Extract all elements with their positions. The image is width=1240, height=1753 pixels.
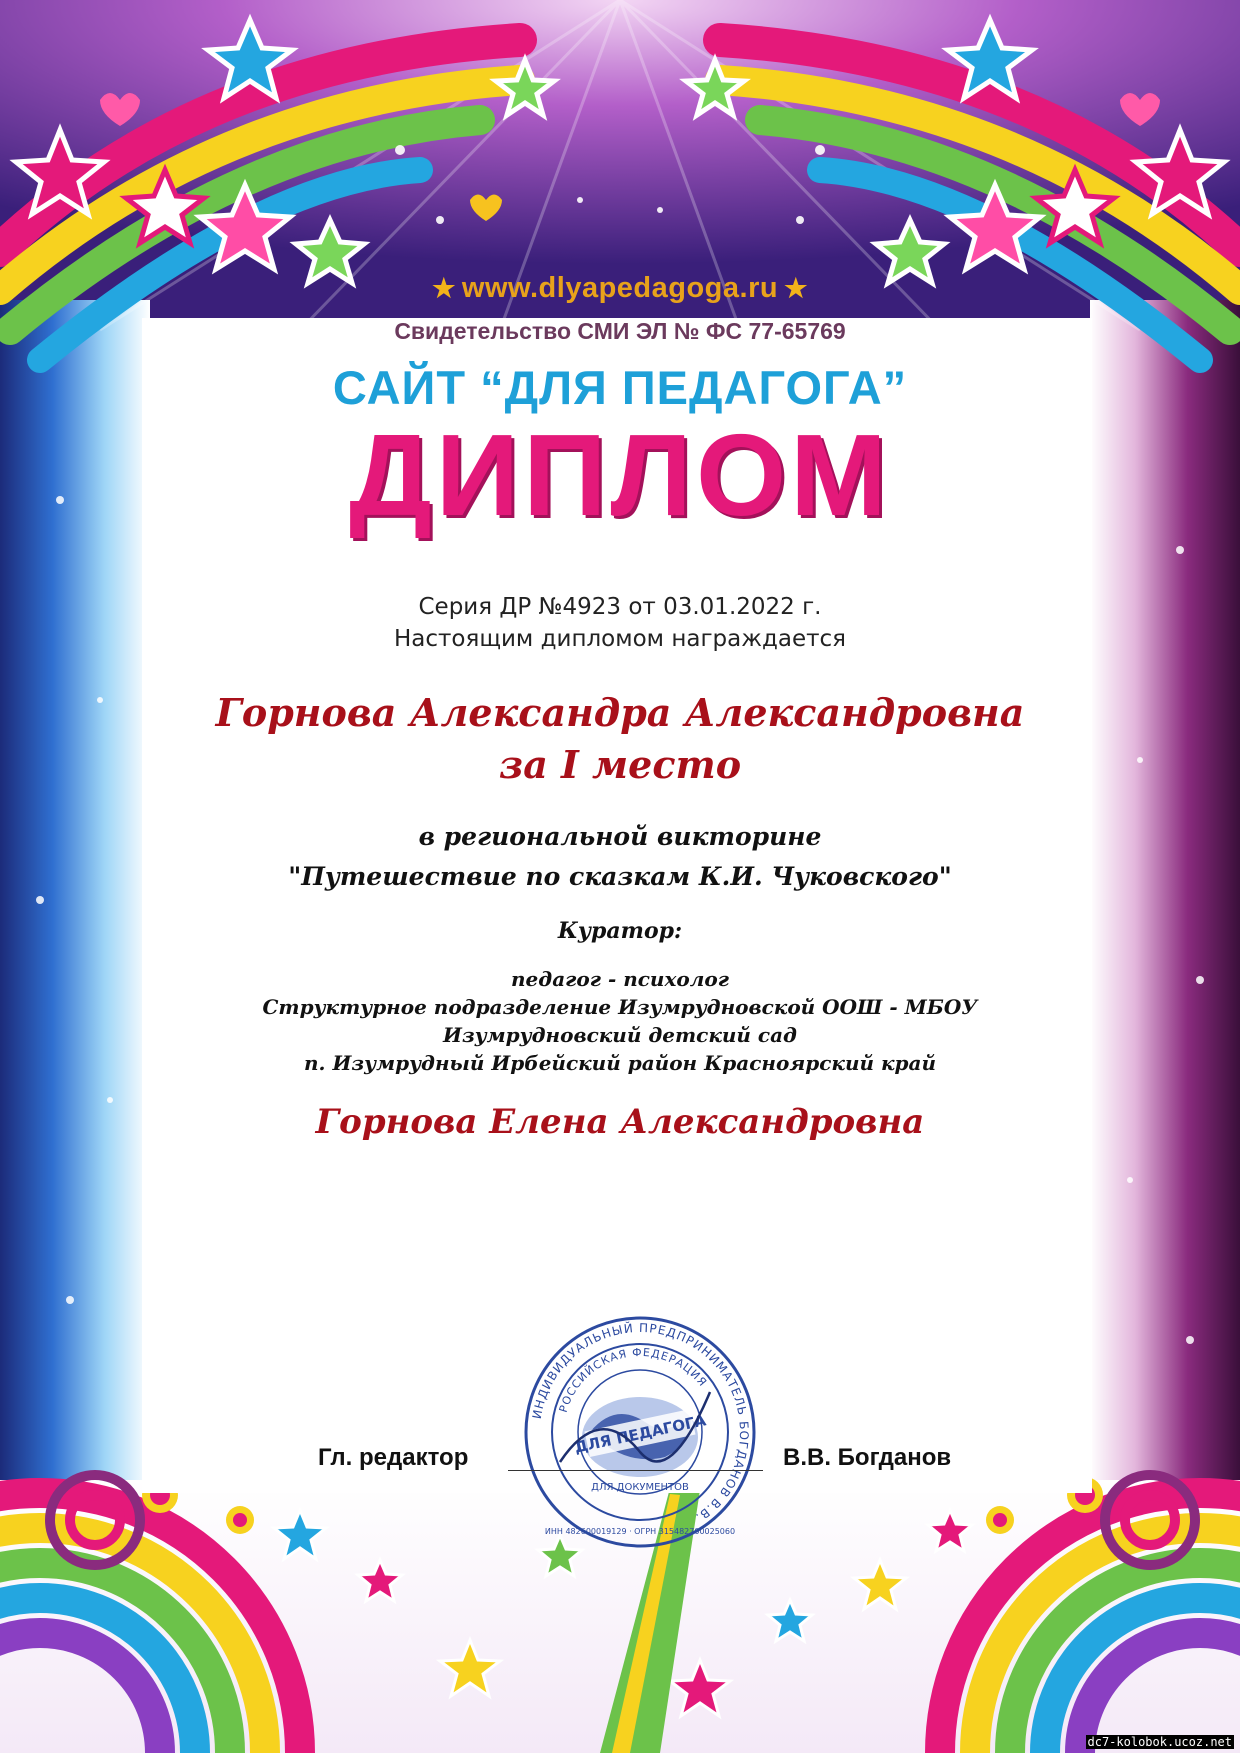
curator-organization-unit: Изумрудновский детский сад — [443, 1023, 797, 1047]
curator-location: п. Изумрудный Ирбейский район Красноярский край — [303, 1051, 937, 1075]
document-title: ДИПЛОМ — [349, 410, 891, 540]
site-url-text[interactable]: www.dlyapedagoga.ru — [461, 272, 779, 304]
curator-name: Горнова Елена Александровна — [315, 1102, 925, 1142]
curator-label: Куратор: — [557, 918, 683, 944]
svg-text:ДЛЯ ДОКУМЕНТОВ: ДЛЯ ДОКУМЕНТОВ — [591, 1482, 689, 1493]
recipient-name: Горнова Александра Александровна — [215, 690, 1025, 735]
signature-name: В.В. Богданов — [783, 1444, 952, 1471]
svg-text:ИНДИВИДУАЛЬНЫЙ ПРЕДПРИНИМАТЕЛЬ: ИНДИВИДУАЛЬНЫЙ ПРЕДПРИНИМАТЕЛЬ БОГДАНОВ В.В. — [529, 1320, 752, 1526]
event-line-2: "Путешествие по сказкам К.И. Чуковского" — [288, 862, 952, 891]
star-icon: ★ — [432, 273, 456, 303]
star-icon: ★ — [784, 273, 808, 303]
curator-position: педагог - психолог — [511, 967, 729, 991]
svg-text:ИНН 482600019129 · ОГРН 315482: ИНН 482600019129 · ОГРН 315482700025060 — [544, 1527, 736, 1536]
site-url[interactable] — [0, 272, 1240, 305]
curator-organization: Структурное подразделение Изумрудновской ООШ - МБОУ — [262, 995, 978, 1019]
award-place: за I место — [498, 742, 742, 787]
signature-line — [508, 1470, 763, 1471]
svg-text:РОССИЙСКАЯ ФЕДЕРАЦИЯ: РОССИЙСКАЯ ФЕДЕРАЦИЯ — [556, 1345, 710, 1415]
awarded-line: Настоящим дипломом награждается — [393, 626, 846, 652]
media-certificate: Свидетельство СМИ ЭЛ № ФС 77-65769 — [394, 318, 846, 344]
svg-text:ДЛЯ ПЕДАГОГА: ДЛЯ ПЕДАГОГА — [572, 1411, 708, 1457]
event-line-1: в региональной викторине — [418, 822, 822, 851]
series-line: Серия ДР №4923 от 03.01.2022 г. — [418, 594, 822, 620]
watermark: dc7-kolobok.ucoz.net — [1087, 1735, 1232, 1749]
site-title: САЙТ “ДЛЯ ПЕДАГОГА” — [332, 361, 908, 414]
signature-role: Гл. редактор — [318, 1444, 469, 1471]
official-stamp — [520, 1312, 760, 1552]
